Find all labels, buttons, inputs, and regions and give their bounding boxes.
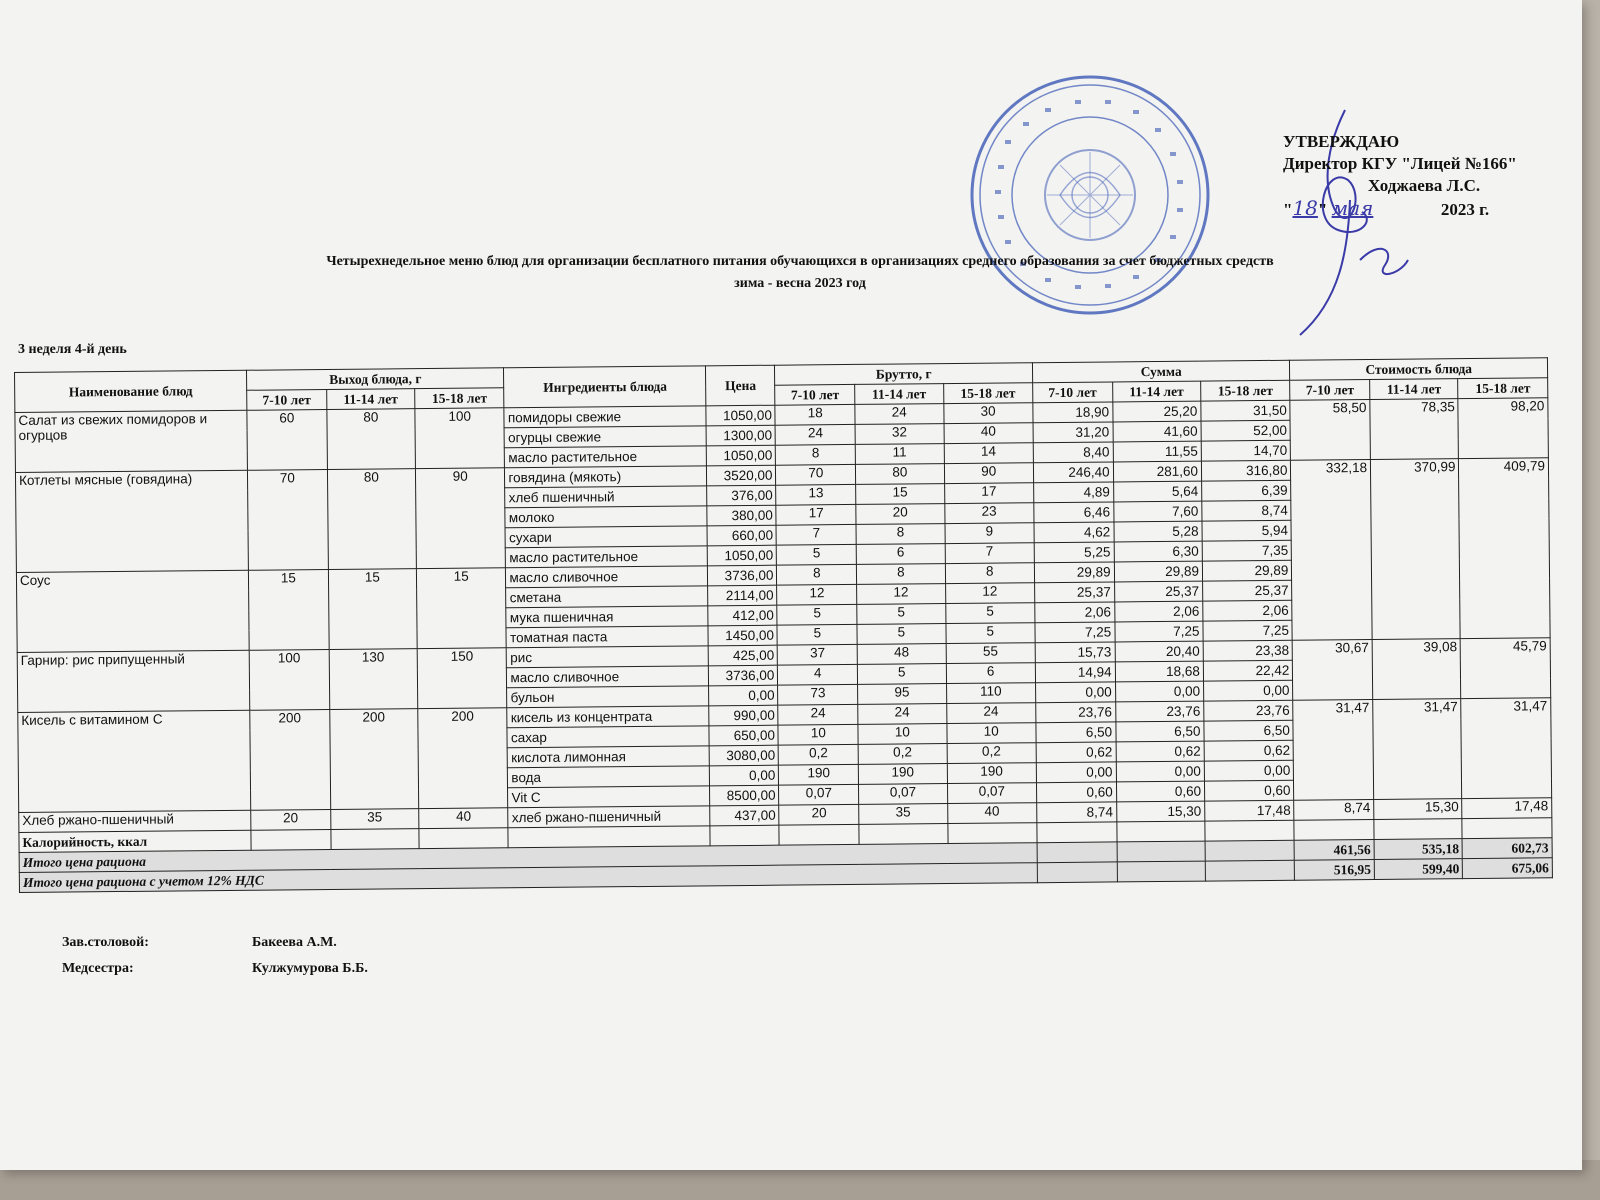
- header-age: 11-14 лет: [1112, 381, 1201, 402]
- nurse-name: Кулжумурова Б.Б.: [252, 961, 368, 976]
- ingredient-name: кисель из концентрата: [507, 706, 709, 728]
- brutto-value: 11: [855, 444, 944, 465]
- output-value: 80: [327, 469, 416, 570]
- header-age: 11-14 лет: [326, 389, 415, 410]
- nurse-row: [62, 956, 368, 982]
- brutto-value: 20: [856, 504, 945, 525]
- header-age: 15-18 лет: [1458, 378, 1548, 399]
- brutto-value: 9: [945, 523, 1035, 544]
- ingredient-name: масло растительное: [505, 446, 707, 468]
- sum-value: 281,60: [1113, 461, 1202, 482]
- brutto-value: 5: [858, 664, 947, 685]
- ingredient-name: молоко: [505, 506, 707, 528]
- sum-value: 14,70: [1201, 440, 1291, 461]
- header-sum: Сумма: [1032, 360, 1290, 382]
- sum-value: 0,00: [1035, 682, 1115, 703]
- sum-value: 31,50: [1201, 400, 1291, 421]
- brutto-value: 0,2: [947, 743, 1037, 764]
- header-age: 15-18 лет: [415, 388, 505, 409]
- output-value: 90: [415, 468, 505, 569]
- brutto-value: 24: [855, 404, 944, 425]
- sum-value: 6,50: [1204, 720, 1294, 741]
- brutto-value: 0,07: [779, 784, 859, 805]
- brutto-value: 10: [946, 723, 1036, 744]
- header-age: 15-18 лет: [1201, 380, 1291, 401]
- sum-value: 7,25: [1035, 622, 1115, 643]
- cost-value: 98,20: [1458, 398, 1548, 459]
- ingredient-price: 380,00: [707, 505, 776, 526]
- brutto-value: 73: [778, 684, 858, 705]
- sum-value: 7,25: [1203, 620, 1293, 641]
- sum-value: 0,60: [1204, 780, 1294, 801]
- output-value: 100: [415, 408, 505, 469]
- dish-name: Гарнир: рис припущенный: [17, 650, 250, 712]
- ingredient-name: огурцы свежие: [505, 426, 707, 448]
- sum-value: 11,55: [1113, 441, 1202, 462]
- title-line-2: зима - весна 2023 год: [734, 276, 866, 291]
- sum-value: 6,46: [1034, 502, 1114, 523]
- cost-value: 78,35: [1370, 399, 1459, 460]
- brutto-value: 10: [778, 724, 858, 745]
- sum-value: 31,20: [1033, 422, 1113, 443]
- sum-value: 20,40: [1115, 641, 1204, 662]
- sum-value: 4,62: [1034, 522, 1114, 543]
- date-month: мая: [1331, 196, 1374, 220]
- total-vat-value: 675,06: [1463, 858, 1553, 879]
- output-value: 80: [327, 409, 416, 470]
- cost-value: 45,79: [1461, 638, 1551, 699]
- brutto-value: 12: [777, 584, 857, 605]
- header-ingredients: Ингредиенты блюда: [504, 366, 706, 408]
- sum-value: 23,76: [1115, 701, 1204, 722]
- sum-value: 0,62: [1116, 741, 1205, 762]
- brutto-value: 20: [779, 804, 859, 825]
- brutto-value: 8: [777, 564, 857, 585]
- ingredient-price: 2114,00: [708, 585, 777, 606]
- brutto-value: 5: [857, 604, 946, 625]
- output-value: 200: [329, 709, 418, 810]
- brutto-value: 0,2: [858, 744, 947, 765]
- ingredient-price: 1300,00: [707, 425, 776, 446]
- output-value: 200: [418, 708, 508, 809]
- brutto-value: 55: [946, 643, 1036, 664]
- brutto-value: 6: [856, 544, 945, 565]
- sum-value: 52,00: [1201, 420, 1291, 441]
- approval-heading: УТВЕРЖДАЮ: [1283, 132, 1400, 151]
- nurse-label: Медсестра:: [62, 961, 134, 976]
- cook-label: Зав.столовой:: [62, 935, 149, 950]
- brutto-value: 24: [858, 704, 947, 725]
- menu-table: [14, 357, 1553, 893]
- brutto-value: 37: [778, 644, 858, 665]
- sum-value: 17,48: [1205, 800, 1295, 821]
- ingredient-name: рис: [507, 646, 709, 668]
- header-age: 7-10 лет: [247, 390, 327, 411]
- sum-value: 8,74: [1202, 500, 1292, 521]
- output-value: 130: [329, 649, 418, 710]
- ingredient-name: томатная паста: [506, 626, 708, 648]
- sum-value: 18,90: [1033, 402, 1113, 423]
- brutto-value: 24: [778, 704, 858, 725]
- brutto-value: 190: [858, 764, 947, 785]
- output-value: 15: [416, 568, 506, 649]
- output-value: 100: [249, 649, 329, 710]
- brutto-value: 80: [856, 464, 945, 485]
- brutto-value: 24: [946, 703, 1036, 724]
- ingredient-price: 1050,00: [707, 445, 776, 466]
- sum-value: 0,62: [1036, 742, 1116, 763]
- cost-value: 30,67: [1293, 639, 1373, 700]
- brutto-value: 8: [945, 563, 1035, 584]
- brutto-value: 18: [775, 404, 855, 425]
- sum-value: 22,42: [1203, 660, 1293, 681]
- brutto-value: 8: [776, 444, 856, 465]
- header-age: 7-10 лет: [775, 384, 855, 405]
- sum-value: 0,00: [1204, 760, 1294, 781]
- brutto-value: 15: [856, 484, 945, 505]
- day-label: 3 неделя 4-й день: [18, 342, 127, 357]
- ingredient-price: 3520,00: [707, 465, 776, 486]
- sum-value: 5,28: [1114, 521, 1203, 542]
- brutto-value: 5: [777, 604, 857, 625]
- ingredient-price: 1450,00: [708, 625, 777, 646]
- ingredient-name: говядина (мякоть): [505, 466, 707, 488]
- sum-value: 29,89: [1034, 562, 1114, 583]
- sum-value: 0,00: [1204, 680, 1294, 701]
- ingredient-price: 376,00: [707, 485, 776, 506]
- output-value: 15: [248, 569, 328, 650]
- total-vat-value: 599,40: [1374, 859, 1463, 880]
- approval-position: Директор КГУ "Лицей №166": [1283, 154, 1517, 173]
- sum-value: 6,39: [1202, 480, 1292, 501]
- brutto-value: 8: [857, 564, 946, 585]
- total-value: 535,18: [1374, 839, 1463, 860]
- ingredient-price: 3080,00: [710, 745, 779, 766]
- sum-value: 8,40: [1033, 442, 1113, 463]
- dish-name: Котлеты мясные (говядина): [15, 470, 248, 572]
- brutto-value: 5: [777, 624, 857, 645]
- brutto-value: 6: [946, 663, 1036, 684]
- cost-value: 31,47: [1293, 699, 1374, 800]
- cost-value: 370,99: [1371, 459, 1461, 640]
- ingredient-name: хлеб пшеничный: [505, 486, 707, 508]
- title-line-1: Четырехнедельное меню блюд для организации бесплатного питания обучающихся в организациях среднего образования за счет бюджетных средств: [326, 254, 1274, 269]
- sum-value: 0,62: [1204, 740, 1294, 761]
- header-age: 11-14 лет: [1370, 379, 1459, 400]
- sum-value: 0,00: [1036, 762, 1116, 783]
- brutto-value: 14: [944, 443, 1034, 464]
- brutto-value: 17: [776, 504, 856, 525]
- sum-value: 5,64: [1113, 481, 1202, 502]
- brutto-value: 17: [944, 483, 1034, 504]
- total-vat-value: 516,95: [1295, 859, 1375, 880]
- date-year: 2023 г.: [1440, 200, 1490, 219]
- ingredient-price: 3736,00: [709, 665, 778, 686]
- header-brutto: Брутто, г: [775, 363, 1033, 385]
- sum-value: 23,76: [1036, 702, 1116, 723]
- brutto-value: 110: [946, 683, 1036, 704]
- brutto-value: 12: [945, 583, 1035, 604]
- brutto-value: 5: [945, 623, 1035, 644]
- output-value: 150: [417, 648, 507, 709]
- total-value: 461,56: [1294, 839, 1374, 860]
- header-age: 11-14 лет: [855, 384, 944, 405]
- brutto-value: 190: [779, 764, 859, 785]
- sum-value: 8,74: [1037, 802, 1117, 823]
- ingredient-name: кислота лимонная: [508, 746, 710, 768]
- header-age: 15-18 лет: [943, 383, 1033, 404]
- cost-value: 332,18: [1291, 459, 1372, 640]
- header-age: 7-10 лет: [1033, 382, 1113, 403]
- brutto-value: 0,07: [947, 783, 1037, 804]
- sum-value: 2,06: [1114, 601, 1203, 622]
- brutto-value: 12: [857, 584, 946, 605]
- sum-value: 23,38: [1203, 640, 1293, 661]
- ingredient-name: масло сливочное: [506, 566, 708, 588]
- dish-name: Хлеб ржано-пшеничный: [19, 810, 251, 832]
- ingredient-price: 650,00: [709, 725, 778, 746]
- total-label: Итого цена рациона: [19, 843, 1037, 873]
- menu-body: [15, 398, 1553, 893]
- signatures-footer: [62, 930, 368, 982]
- date-quote-open: ": [1283, 200, 1293, 219]
- cost-value: 17,48: [1462, 798, 1552, 819]
- ingredient-price: 1050,00: [708, 545, 777, 566]
- ingredient-price: 8500,00: [710, 785, 779, 806]
- sum-value: 29,89: [1114, 561, 1203, 582]
- brutto-value: 190: [947, 763, 1037, 784]
- ingredient-name: вода: [508, 766, 710, 788]
- date-quote-close: ": [1317, 200, 1328, 219]
- output-value: 15: [328, 569, 417, 650]
- sum-value: 5,25: [1034, 542, 1114, 563]
- header-price: Цена: [706, 365, 775, 406]
- output-value: 70: [247, 469, 328, 570]
- sum-value: 2,06: [1035, 602, 1115, 623]
- brutto-value: 23: [944, 503, 1034, 524]
- cost-value: 58,50: [1290, 399, 1370, 460]
- sum-value: 316,80: [1201, 460, 1291, 481]
- sum-value: 6,50: [1036, 722, 1116, 743]
- sum-value: 5,94: [1202, 520, 1292, 541]
- brutto-value: 13: [776, 484, 856, 505]
- brutto-value: 5: [945, 603, 1035, 624]
- output-value: 35: [330, 809, 419, 830]
- sum-value: 0,60: [1116, 781, 1205, 802]
- sum-value: 2,06: [1203, 600, 1293, 621]
- brutto-value: 10: [858, 724, 947, 745]
- sum-value: 7,35: [1202, 540, 1292, 561]
- calories-label: Калорийность, ккал: [19, 830, 251, 852]
- brutto-value: 0,07: [859, 784, 948, 805]
- output-value: 20: [251, 809, 331, 830]
- sum-value: 41,60: [1113, 421, 1202, 442]
- ingredient-name: хлеб ржано-пшеничный: [508, 806, 710, 828]
- header-output: Выход блюда, г: [246, 368, 504, 390]
- ingredient-price: 3736,00: [708, 565, 777, 586]
- sum-value: 246,40: [1033, 462, 1113, 483]
- cost-value: 409,79: [1459, 458, 1550, 639]
- cost-value: 31,47: [1461, 698, 1552, 799]
- cost-value: 39,08: [1372, 639, 1461, 700]
- sum-value: 6,30: [1114, 541, 1203, 562]
- sum-value: 4,89: [1034, 482, 1114, 503]
- dish-name: Соус: [16, 570, 249, 652]
- header-cost: Стоимость блюда: [1290, 358, 1548, 380]
- brutto-value: 5: [857, 624, 946, 645]
- document-title: [200, 251, 1400, 295]
- brutto-value: 40: [944, 423, 1034, 444]
- sum-value: 25,37: [1114, 581, 1203, 602]
- ingredient-price: 990,00: [709, 705, 778, 726]
- sum-value: 18,68: [1115, 661, 1204, 682]
- brutto-value: 8: [856, 524, 945, 545]
- brutto-value: 7: [776, 524, 856, 545]
- sum-value: 0,60: [1036, 782, 1116, 803]
- brutto-value: 24: [776, 424, 856, 445]
- cost-value: 15,30: [1374, 799, 1463, 820]
- output-value: 60: [247, 410, 327, 471]
- ingredient-name: помидоры свежие: [504, 406, 706, 428]
- total-vat-label: Итого цена рациона с учетом 12% НДС: [19, 863, 1037, 893]
- brutto-value: 30: [943, 403, 1033, 424]
- date-day: 18: [1292, 196, 1318, 220]
- sum-value: 15,73: [1035, 642, 1115, 663]
- header-dish: Наименование блюд: [15, 370, 247, 412]
- ingredient-name: сухари: [505, 526, 707, 548]
- approval-name: Ходжаева Л.С.: [1368, 176, 1481, 195]
- sum-value: 15,30: [1116, 801, 1205, 822]
- ingredient-name: Vit C: [508, 786, 710, 808]
- sum-value: 7,60: [1113, 501, 1202, 522]
- ingredient-price: 0,00: [709, 685, 778, 706]
- ingredient-price: 660,00: [707, 525, 776, 546]
- sum-value: 25,37: [1035, 582, 1115, 603]
- brutto-value: 90: [944, 463, 1034, 484]
- sum-value: 7,25: [1115, 621, 1204, 642]
- ingredient-price: 412,00: [708, 605, 777, 626]
- brutto-value: 95: [858, 684, 947, 705]
- total-value: 602,73: [1462, 838, 1552, 859]
- ingredient-price: 1050,00: [706, 405, 775, 426]
- dish-name: Кисель с витамином С: [18, 710, 251, 812]
- ingredient-price: 437,00: [710, 805, 779, 826]
- approval-date: [1283, 197, 1583, 221]
- ingredient-name: масло сливочное: [507, 666, 709, 688]
- ingredient-name: сметана: [506, 586, 708, 608]
- brutto-value: 48: [857, 644, 946, 665]
- sum-value: 6,50: [1116, 721, 1205, 742]
- ingredient-price: 425,00: [709, 645, 778, 666]
- ingredient-name: сахар: [507, 726, 709, 748]
- approval-block: [1283, 131, 1583, 221]
- ingredient-name: бульон: [507, 686, 709, 708]
- sum-value: 0,00: [1115, 681, 1204, 702]
- brutto-value: 35: [859, 804, 948, 825]
- sum-value: 14,94: [1035, 662, 1115, 683]
- brutto-value: 5: [777, 544, 857, 565]
- cost-value: 31,47: [1373, 699, 1462, 800]
- sum-value: 25,37: [1203, 580, 1293, 601]
- brutto-value: 40: [947, 803, 1037, 824]
- sum-value: 0,00: [1116, 761, 1205, 782]
- cook-name: Бакеева А.М.: [252, 935, 337, 950]
- sum-value: 23,76: [1204, 700, 1294, 721]
- dish-name: Салат из свежих помидоров и огурцов: [15, 410, 248, 472]
- ingredient-name: масло растительное: [506, 546, 708, 568]
- brutto-value: 4: [778, 664, 858, 685]
- cost-value: 8,74: [1294, 799, 1374, 820]
- output-value: 200: [250, 709, 331, 810]
- output-value: 40: [419, 808, 509, 829]
- sum-value: 29,89: [1202, 560, 1292, 581]
- ingredient-price: 0,00: [710, 765, 779, 786]
- brutto-value: 70: [776, 464, 856, 485]
- cook-row: [62, 930, 368, 956]
- brutto-value: 7: [945, 543, 1035, 564]
- ingredient-name: мука пшеничная: [506, 606, 708, 628]
- sum-value: 25,20: [1112, 401, 1201, 422]
- brutto-value: 0,2: [779, 744, 859, 765]
- header-age: 7-10 лет: [1290, 379, 1370, 400]
- brutto-value: 32: [855, 424, 944, 445]
